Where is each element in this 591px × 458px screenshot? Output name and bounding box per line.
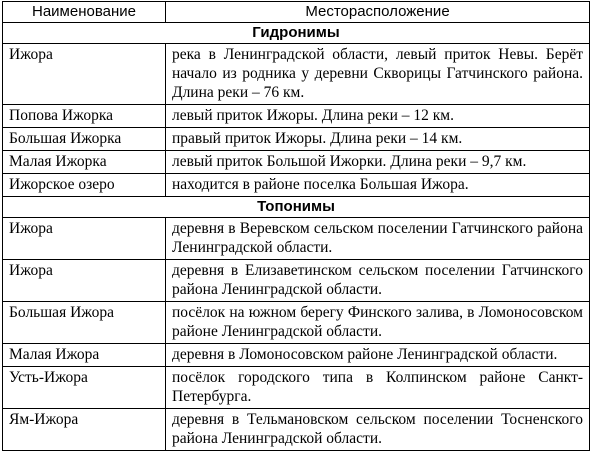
cell-name: Усть-Ижора xyxy=(3,367,166,409)
header-name: Наименование xyxy=(3,2,166,23)
table-row xyxy=(3,367,590,409)
toponym-table xyxy=(2,1,590,451)
section-row-toponyms xyxy=(3,197,590,218)
table-row xyxy=(3,128,590,151)
table-row xyxy=(3,218,590,260)
cell-name: Большая Ижорка xyxy=(3,128,166,151)
cell-name: Ижора xyxy=(3,44,166,105)
cell-location: посёлок на южном берегу Финского залива, в Ломоносовском районе Ленинградской области. xyxy=(166,302,590,344)
cell-location: посёлок городского типа в Колпинском районе Санкт-Петербурга. xyxy=(166,367,590,409)
cell-name: Ям-Ижора xyxy=(3,409,166,451)
table-row xyxy=(3,409,590,451)
section-row-hydronyms xyxy=(3,23,590,44)
cell-name: Попова Ижорка xyxy=(3,105,166,128)
table-header xyxy=(3,2,590,23)
table-row xyxy=(3,344,590,367)
cell-location: левый приток Большой Ижорки. Длина реки – 9,7 км. xyxy=(166,151,590,174)
cell-name: Большая Ижора xyxy=(3,302,166,344)
cell-location: деревня в Ломоносовском районе Ленинградской области. xyxy=(166,344,590,367)
cell-name: Малая Ижорка xyxy=(3,151,166,174)
cell-name: Малая Ижора xyxy=(3,344,166,367)
cell-location: деревня в Веревском сельском поселении Гатчинского района Ленинградской области. xyxy=(166,218,590,260)
section-title-hydronyms: Гидронимы xyxy=(3,23,590,44)
table-row xyxy=(3,302,590,344)
header-location: Месторасположение xyxy=(166,2,590,23)
cell-location: река в Ленинградской области, левый приток Невы. Берёт начало из родника у деревни Скворицы Гатчинского района. Длина реки – 76 км. xyxy=(166,44,590,105)
cell-location: левый приток Ижоры. Длина реки – 12 км. xyxy=(166,105,590,128)
table-row xyxy=(3,151,590,174)
table-row xyxy=(3,44,590,105)
cell-location: деревня в Елизаветинском сельском поселении Гатчинского района Ленинградской области. xyxy=(166,260,590,302)
table-row xyxy=(3,260,590,302)
cell-location: находится в районе поселка Большая Ижора. xyxy=(166,174,590,197)
table-row xyxy=(3,174,590,197)
section-title-toponyms: Топонимы xyxy=(3,197,590,218)
cell-location: правый приток Ижоры. Длина реки – 14 км. xyxy=(166,128,590,151)
cell-name: Ижора xyxy=(3,260,166,302)
table-row xyxy=(3,105,590,128)
cell-name: Ижора xyxy=(3,218,166,260)
cell-location: деревня в Тельмановском сельском поселении Тосненского района Ленинградской области. xyxy=(166,409,590,451)
cell-name: Ижорское озеро xyxy=(3,174,166,197)
header-row xyxy=(3,2,590,23)
table-body xyxy=(3,23,590,451)
